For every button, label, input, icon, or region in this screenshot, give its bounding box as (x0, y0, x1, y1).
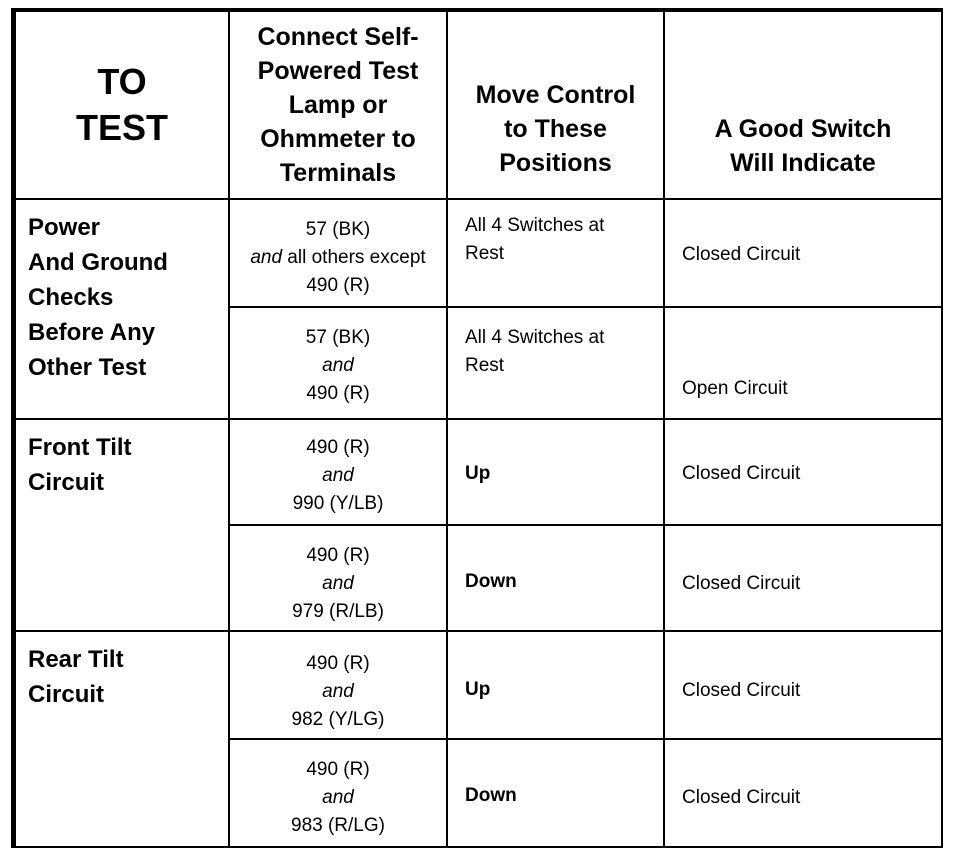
header-line: Move Control (475, 81, 636, 109)
terminal-text: 57 (BK) (305, 327, 371, 348)
join-rest-text: all others except (282, 247, 426, 268)
group-power-ground (16, 200, 228, 418)
move-cell (448, 324, 663, 418)
result-cell (665, 570, 941, 610)
and-text: and (322, 355, 354, 376)
terminal-text: 490 (R) (306, 545, 370, 566)
connect-cell (230, 208, 446, 306)
header-line: A Good Switch (714, 115, 892, 143)
connect-cell (230, 748, 446, 844)
move-text: Down (465, 571, 517, 592)
result-cell (665, 241, 941, 281)
connect-cell (230, 426, 446, 524)
connect-cell (230, 642, 446, 738)
row-divider (228, 738, 941, 740)
header-good-switch (665, 12, 941, 198)
result-cell (665, 784, 941, 824)
header-to-test (16, 12, 228, 198)
and-text: and (322, 681, 354, 702)
move-cell (448, 212, 663, 306)
row-divider (228, 306, 941, 308)
group-label-line: Checks (28, 284, 114, 311)
row-divider (228, 524, 941, 526)
group-label-line: Power (28, 214, 101, 241)
terminal-text: 490 (R) (306, 383, 370, 404)
group-label-line: And Ground (28, 249, 168, 276)
group-label-line: Rear Tilt (28, 646, 124, 673)
connect-cell (230, 534, 446, 630)
group-label-line: Front Tilt (28, 434, 132, 461)
result-text: Open Circuit (682, 378, 788, 399)
group-label-line: Other Test (28, 354, 147, 381)
terminal-join (230, 244, 446, 272)
terminal-text: 490 (R) (306, 759, 370, 780)
terminal-join (230, 784, 446, 812)
header-move-control (448, 12, 663, 198)
switch-test-table (11, 8, 943, 848)
header-line: Ohmmeter to (260, 125, 416, 153)
terminal-join (230, 678, 446, 706)
result-text: Closed Circuit (682, 463, 801, 484)
terminal-text: 490 (R) (306, 653, 370, 674)
header-line: to These (504, 115, 607, 143)
move-text: Up (465, 463, 491, 484)
result-text: Closed Circuit (682, 787, 801, 808)
header-line: TO (97, 61, 147, 102)
connect-cell (230, 316, 446, 418)
terminal-text: 990 (Y/LB) (292, 493, 384, 514)
terminal-text: 490 (R) (306, 437, 370, 458)
move-text: All 4 Switches at (465, 215, 605, 236)
header-line: Will Indicate (730, 149, 876, 177)
header-line: Positions (499, 149, 612, 177)
move-text: Up (465, 679, 491, 700)
and-text: and (322, 465, 354, 486)
header-line: Powered Test (257, 57, 419, 85)
header-line: Lamp or (288, 91, 388, 119)
result-text: Closed Circuit (682, 573, 801, 594)
move-text: Rest (465, 243, 505, 264)
header-connect (230, 12, 446, 198)
terminal-text: 979 (R/LB) (292, 601, 384, 622)
terminal-text: 490 (R) (306, 275, 370, 296)
group-label-line: Before Any (28, 319, 156, 346)
group-label-line: Circuit (28, 469, 105, 496)
terminal-join (230, 570, 446, 598)
result-text: Closed Circuit (682, 680, 801, 701)
terminal-text: 983 (R/LG) (291, 815, 385, 836)
result-cell (665, 460, 941, 500)
terminal-join (230, 352, 446, 380)
move-cell (448, 676, 663, 716)
terminal-join (230, 462, 446, 490)
move-text: Down (465, 785, 517, 806)
and-text: and (322, 787, 354, 808)
move-cell (448, 460, 663, 500)
and-text: and (250, 247, 283, 268)
move-cell (448, 568, 663, 608)
and-text: and (322, 573, 354, 594)
header-line: Connect Self- (257, 23, 419, 51)
result-cell (665, 375, 941, 415)
terminal-text: 57 (BK) (305, 219, 371, 240)
header-line: Terminals (279, 159, 397, 187)
result-text: Closed Circuit (682, 244, 801, 265)
group-label-line: Circuit (28, 681, 105, 708)
move-cell (448, 782, 663, 822)
group-front-tilt (16, 420, 228, 630)
move-text: All 4 Switches at (465, 327, 605, 348)
result-cell (665, 677, 941, 717)
group-rear-tilt (16, 632, 228, 844)
terminal-text: 982 (Y/LG) (291, 709, 385, 730)
move-text: Rest (465, 355, 505, 376)
header-line: TEST (75, 107, 168, 148)
